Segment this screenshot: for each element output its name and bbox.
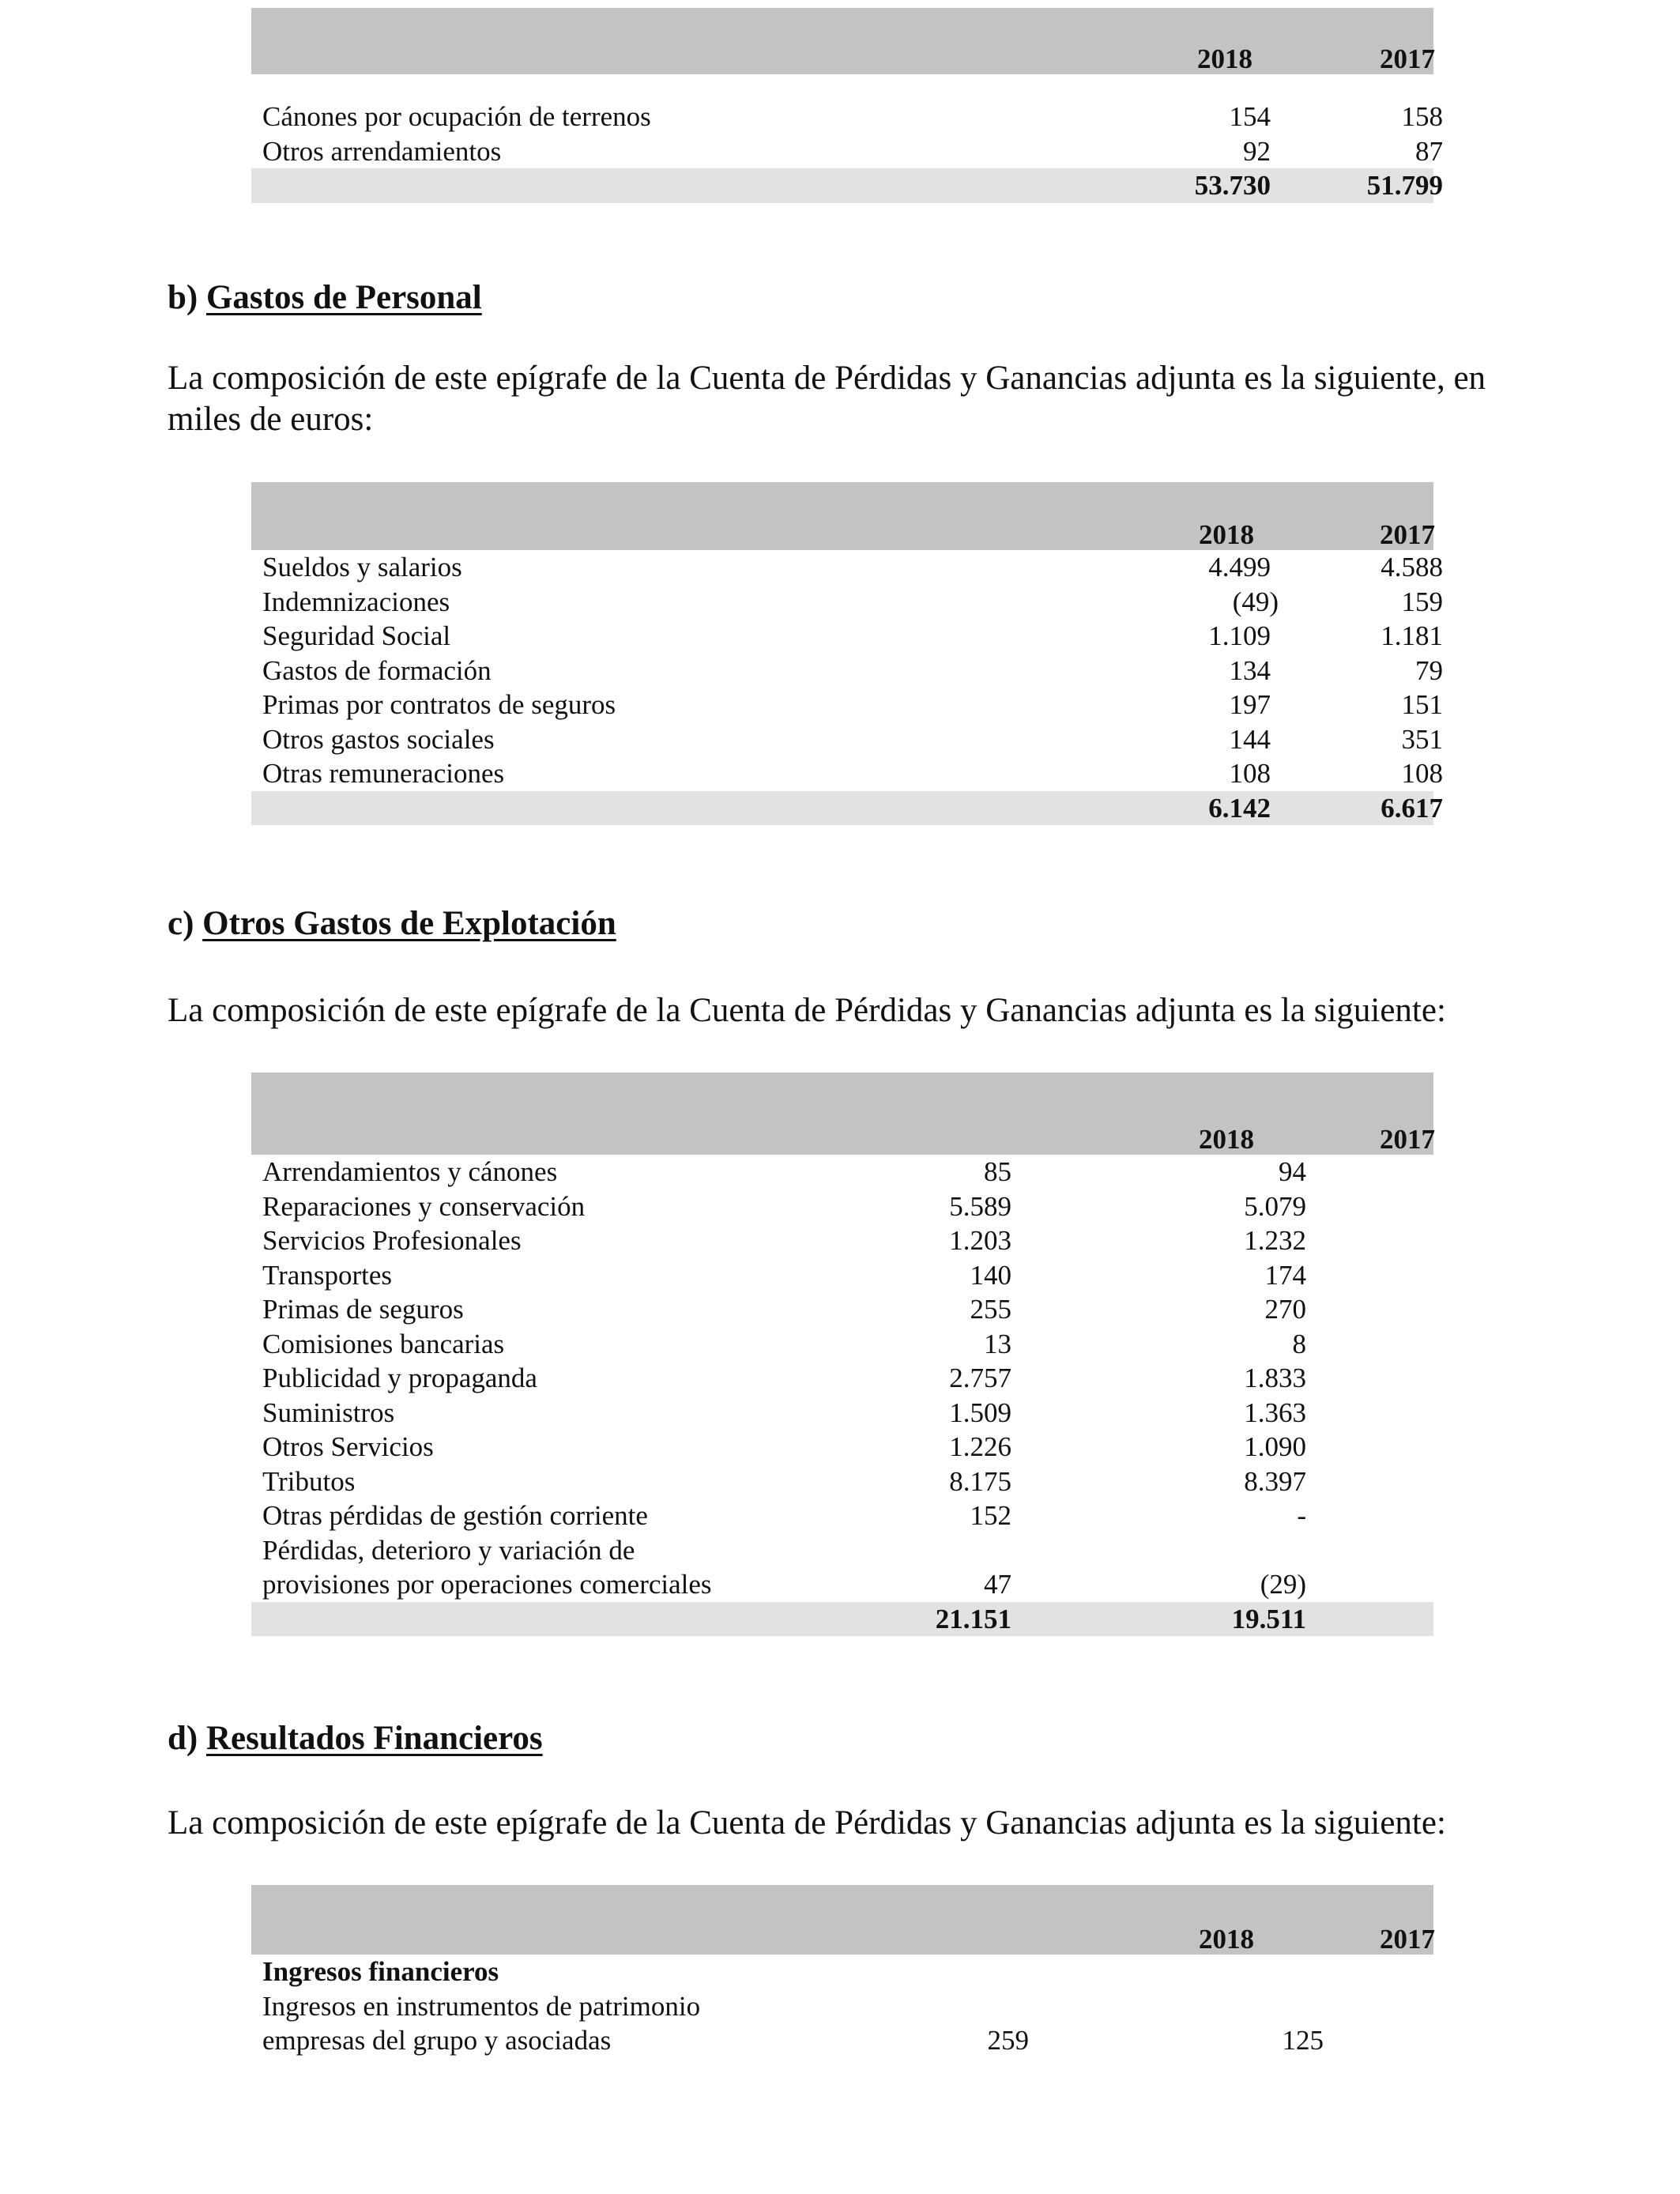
table-row: Transportes 140 174: [262, 1259, 1306, 1291]
table-row: Reparaciones y conservación 5.589 5.079: [262, 1190, 1306, 1222]
table-row: provisiones por operaciones comerciales 47 (29): [262, 1569, 1306, 1600]
table-row: Primas de seguros 255 270: [262, 1294, 1306, 1325]
table-row: Tributos 8.175 8.397: [262, 1465, 1306, 1497]
col-2018-header: 2018: [1199, 1923, 1254, 1955]
table-row: Otras remuneraciones 108 108: [262, 758, 1443, 789]
table-a: [251, 8, 1443, 203]
table-row: Publicidad y propaganda 2.757 1.833: [262, 1363, 1306, 1393]
section-d-title: Resultados Financieros: [205, 1720, 543, 1757]
section-c-paragraph: La composición de este epígrafe de la Cuenta de Pérdidas y Ganancias adjunta es la siguiente:: [168, 992, 1446, 1029]
table-b-header: [251, 482, 1433, 550]
table-total-row: 21.151 19.511: [251, 1602, 1433, 1637]
table-row: Otros Servicios 1.226 1.090: [262, 1431, 1306, 1462]
table-b: [251, 482, 1443, 825]
table-c: [251, 1072, 1433, 1636]
col-2018-header: 2018: [1199, 518, 1254, 550]
table-row: Cánones por ocupación de terrenos 154 158: [262, 101, 1443, 132]
table-row: Pérdidas, deterioro y variación de: [262, 1534, 635, 1566]
col-2017-header: 2017: [1380, 518, 1435, 550]
table-row: empresas del grupo y asociadas 259 125: [262, 2025, 1324, 2056]
table-total-row: 6.142 6.617: [251, 791, 1433, 826]
section-b-paragraph: La composición de este epígrafe de la Cuenta de Pérdidas y Ganancias adjunta es la siguiente, en miles de euros:: [168, 360, 1486, 438]
section-d-heading: d) Resultados Financieros: [168, 1720, 543, 1757]
col-2017-header: 2017: [1380, 1123, 1435, 1155]
table-d-header: [251, 1885, 1433, 1955]
table-row: Arrendamientos y cánones 85 94: [262, 1156, 1306, 1187]
table-row: Ingresos financieros: [262, 1956, 499, 1987]
table-row: Primas por contratos de seguros 197 151: [262, 689, 1443, 720]
table-row: Gastos de formación 134 79: [262, 654, 1443, 686]
table-a-header: [251, 8, 1433, 74]
table-c-header: [251, 1072, 1433, 1155]
table-row: Sueldos y salarios 4.499 4.588: [262, 552, 1443, 582]
table-row: Indemnizaciones (49) 159: [262, 586, 1443, 617]
table-row: Seguridad Social 1.109 1.181: [262, 620, 1443, 651]
table-row: Otros arrendamientos 92 87: [262, 135, 1443, 167]
table-total-row: 53.730 51.799: [251, 168, 1433, 203]
table-row: Otros gastos sociales 144 351: [262, 723, 1443, 755]
section-c-title: Otros Gastos de Explotación: [202, 905, 616, 942]
section-b-heading: b) Gastos de Personal: [168, 279, 482, 316]
section-d-paragraph: La composición de este epígrafe de la Cuenta de Pérdidas y Ganancias adjunta es la siguiente:: [168, 1804, 1446, 1842]
section-b-title: Gastos de Personal: [205, 279, 482, 316]
col-2018-header: 2018: [1199, 1123, 1254, 1155]
table-row: Comisiones bancarias 13 8: [262, 1328, 1306, 1359]
col-2017-header: 2017: [1380, 1923, 1435, 1955]
table-row: Servicios Profesionales 1.203 1.232: [262, 1225, 1306, 1256]
table-d: [251, 1885, 1433, 2058]
col-2018-header: 2018: [1197, 43, 1252, 74]
table-row: Suministros 1.509 1.363: [262, 1397, 1306, 1428]
table-row: Ingresos en instrumentos de patrimonio: [262, 1990, 701, 2022]
section-c-heading: c) Otros Gastos de Explotación: [168, 905, 616, 942]
table-row: Otras pérdidas de gestión corriente 152 -: [262, 1500, 1306, 1531]
col-2017-header: 2017: [1380, 43, 1435, 74]
